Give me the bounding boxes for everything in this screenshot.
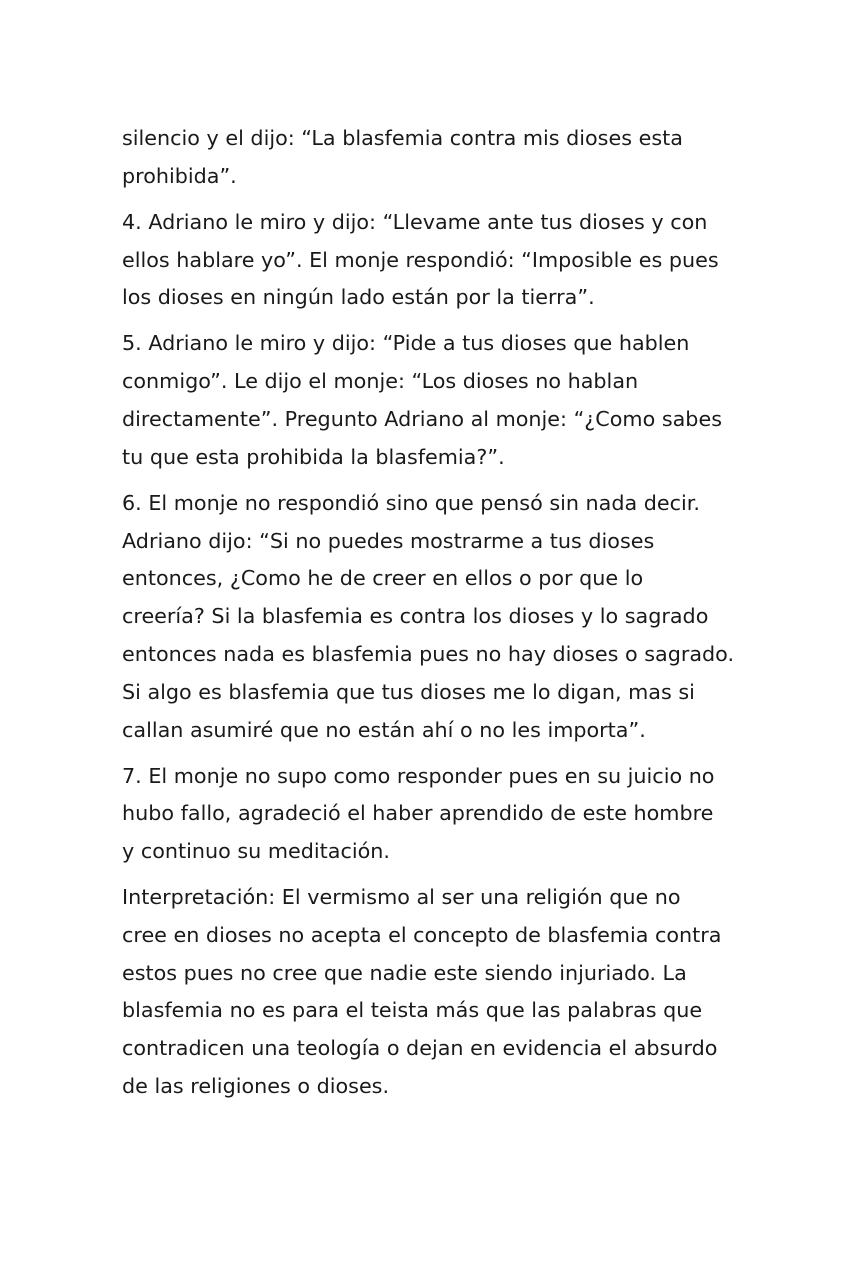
text-line: Si algo es blasfemia que tus dioses me lo digan, mas si (122, 679, 695, 704)
text-line: silencio y el dijo: “La blasfemia contra mis dioses esta (122, 126, 683, 150)
text-line: creería? Si la blasfemia es contra los dioses y lo sagrado (122, 604, 709, 629)
text-line: de las religiones o dioses. (122, 1074, 390, 1099)
text-line: estos pues no cree que nadie este siendo injuriado. La (122, 960, 687, 985)
text-line: Adriano dijo: “Si no puedes mostrarme a tus dioses (122, 528, 655, 553)
text-line: blasfemia no es para el teista más que las palabras que (122, 998, 703, 1023)
text-line: los dioses en ningún lado están por la tierra”. (122, 285, 595, 310)
body-text (122, 120, 734, 1114)
paragraph-item-5 (122, 325, 734, 476)
text-line: directamente”. Pregunto Adriano al monje: “¿Como sabes (122, 406, 722, 431)
text-line: entonces, ¿Como he de creer en ellos o por que lo (122, 566, 644, 591)
text-line: y continuo su meditación. (122, 839, 390, 864)
text-line: conmigo”. Le dijo el monje: “Los dioses no hablan (122, 369, 639, 394)
paragraph-item-4 (122, 204, 734, 317)
text-line: contradicen una teología o dejan en evidencia el absurdo (122, 1036, 718, 1061)
text-line: 7. El monje no supo como responder pues en su juicio no (122, 763, 715, 788)
text-line: 5. Adriano le miro y dijo: “Pide a tus dioses que hablen (122, 331, 690, 356)
text-line: 6. El monje no respondió sino que pensó sin nada decir. (122, 490, 700, 515)
text-line: hubo fallo, agradeció el haber aprendido de este hombre (122, 801, 714, 826)
text-line: callan asumiré que no están ahí o no les importa”. (122, 717, 646, 742)
paragraph-item-7 (122, 758, 734, 871)
paragraph-continuation (122, 120, 734, 196)
text-line: tu que esta prohibida la blasfemia?”. (122, 444, 505, 469)
text-line: entonces nada es blasfemia pues no hay dioses o sagrado. (122, 641, 735, 666)
text-line: ellos hablare yo”. El monje respondió: “Imposible es pues (122, 247, 719, 272)
paragraph-item-6 (122, 485, 734, 750)
text-line: cree en dioses no acepta el concepto de blasfemia contra (122, 922, 722, 947)
text-line: prohibida”. (122, 163, 237, 188)
paragraph-interpretation (122, 879, 734, 1106)
text-line: 4. Adriano le miro y dijo: “Llevame ante tus dioses y con (122, 209, 708, 234)
text-line: Interpretación: El vermismo al ser una religión que no (122, 885, 681, 910)
